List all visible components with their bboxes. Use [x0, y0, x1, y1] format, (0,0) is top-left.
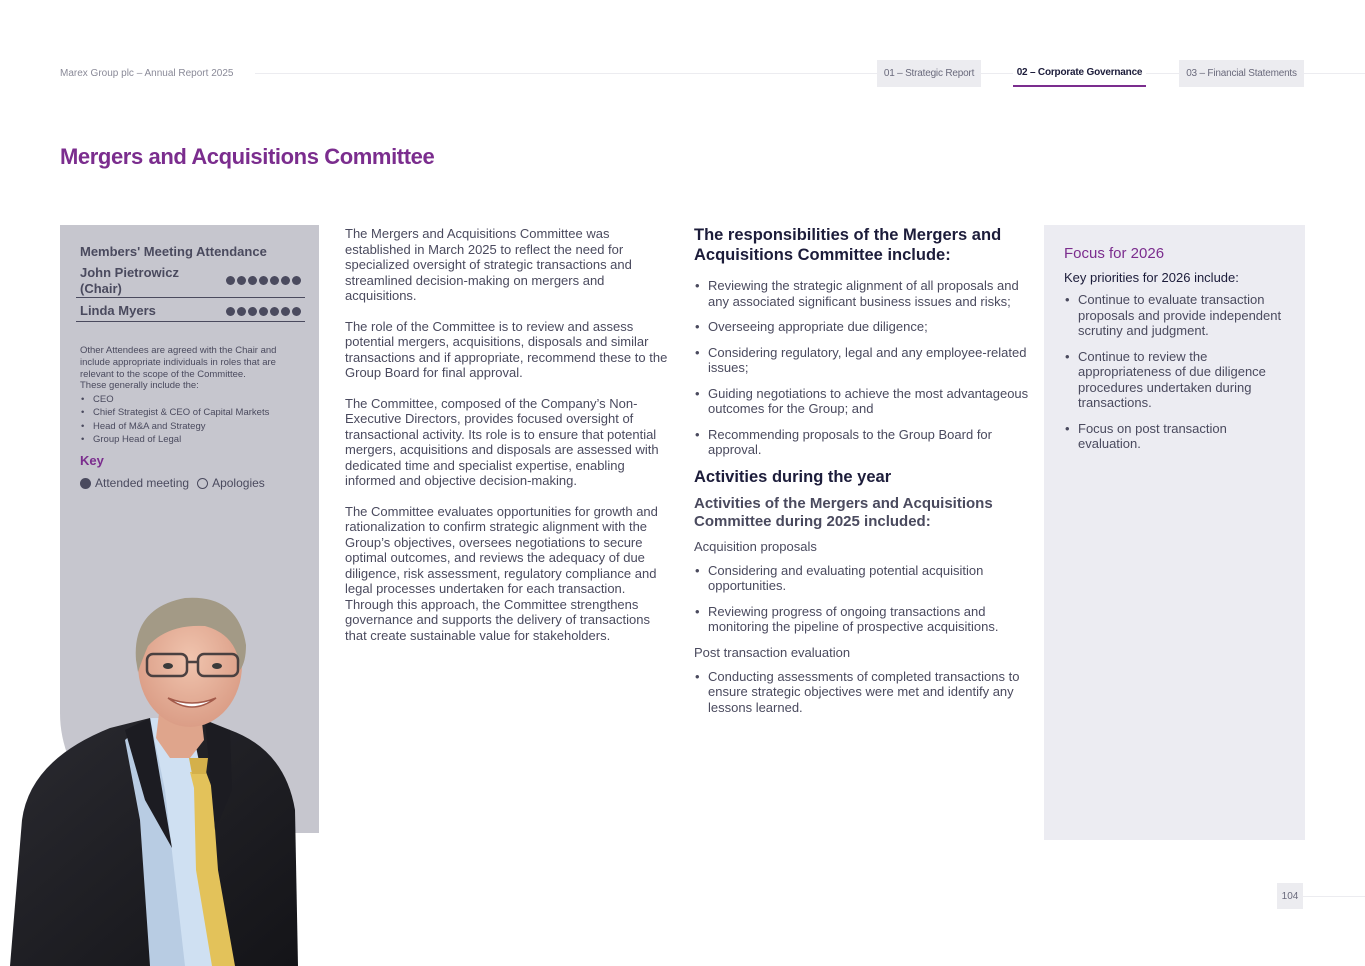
attendance-dots: [226, 307, 301, 316]
focus-list: [1064, 292, 1285, 452]
list-item: • Head of M&A and Strategy: [80, 420, 305, 433]
attendees-list: [80, 393, 305, 446]
post-transaction-heading: Post transaction evaluation: [694, 644, 851, 660]
paragraph: The Committee, composed of the Company’s Non-Executive Directors, provides focused oversight of transactional activity. Its role is to ensure that potential mergers, acquisitions and disposals are assessed with dedicated time and specialist expertise, enabling informed and objective decision-making.: [345, 395, 659, 488]
paragraph: The Mergers and Acquisitions Committee was established in March 2025 to reflect the need for specialized oversight of strategic transactions and streamlined decision-making on mergers and acquisitions.: [345, 226, 632, 303]
list-item: • Focus on post transaction evaluation.: [1064, 421, 1285, 452]
attended-dot-icon: [237, 276, 246, 285]
filled-circle-icon: [80, 478, 91, 489]
attended-dot-icon: [237, 307, 246, 316]
attendees-note-sub: These generally include the:: [80, 380, 199, 392]
member-row: [76, 301, 305, 322]
paragraph: The Committee evaluates opportunities for growth and rationalization to confirm strategic alignment with the Group’s objectives, oversees negotiations to secure optimal outcomes, and reviews the adequacy of due diligence, risk assessment, regulatory compliance and legal processes undertaken for each transaction. Through this approach, the Committee strengthens governance and supports the delivery of transactions that create sustainable value for stakeholders.: [345, 503, 658, 643]
tab-strategic-report[interactable]: 01 – Strategic Report: [877, 60, 981, 87]
chair-portrait: [0, 590, 320, 966]
attendance-dots: [226, 276, 301, 285]
member-name: John Pietrowicz (Chair): [80, 264, 179, 296]
responsibilities-heading: The responsibilities of the Mergers and Acquisitions Committee include:: [694, 226, 1002, 264]
list-item: • Recommending proposals to the Group Board for approval.: [694, 427, 1029, 458]
list-item: • Reviewing progress of ongoing transactions and monitoring the pipeline of prospective acquisitions.: [694, 604, 1029, 635]
attended-dot-icon: [226, 307, 235, 316]
focus-subtitle: Key priorities for 2026 include:: [1064, 270, 1239, 285]
attendance-heading: Members' Meeting Attendance: [80, 244, 267, 259]
list-item: • Considering regulatory, legal and any employee-related issues;: [694, 345, 1029, 376]
acquisition-list: [694, 563, 1029, 635]
legend-apologies: Apologies: [212, 476, 265, 490]
list-item: • Chief Strategist & CEO of Capital Markets: [80, 406, 305, 419]
legend-attended: Attended meeting: [95, 476, 190, 490]
tab-corporate-governance[interactable]: 02 – Corporate Governance: [1013, 60, 1146, 87]
report-title: Marex Group plc – Annual Report 2025: [60, 68, 241, 79]
list-item: • Continue to evaluate transaction proposals and provide independent scrutiny and judgment.: [1064, 292, 1285, 339]
focus-title: Focus for 2026: [1064, 245, 1165, 262]
footer-divider: [1303, 896, 1365, 897]
member-row: [76, 264, 305, 298]
list-item: • Continue to review the appropriateness of due diligence procedures undertaken during transactions.: [1064, 349, 1285, 411]
attended-dot-icon: [248, 307, 257, 316]
open-circle-icon: [197, 478, 208, 489]
list-item: • Guiding negotiations to achieve the most advantageous outcomes for the Group; and: [694, 386, 1029, 417]
attended-dot-icon: [226, 276, 235, 285]
member-name: Linda Myers: [80, 303, 156, 318]
focus-panel: [1044, 225, 1305, 840]
responsibilities-list: [694, 278, 1029, 458]
intro-text: [345, 226, 673, 658]
responsibilities-section: [694, 226, 1029, 725]
attendees-note-text: Other Attendees are agreed with the Chair and include appropriate individuals in roles that are relevant to the scope of the Committee.: [80, 345, 277, 380]
acquisition-proposals-heading: Acquisition proposals: [694, 538, 817, 554]
list-item: • Overseeing appropriate due diligence;: [694, 319, 1029, 335]
activities-heading: Activities during the year: [694, 467, 892, 486]
attended-dot-icon: [270, 307, 279, 316]
attendees-note: [80, 345, 305, 446]
list-item: • Conducting assessments of completed transactions to ensure strategic objectives were met and identify any lessons learned.: [694, 669, 1029, 716]
attended-dot-icon: [281, 307, 290, 316]
attended-dot-icon: [292, 276, 301, 285]
attended-dot-icon: [259, 307, 268, 316]
activities-subheading: Activities of the Mergers and Acquisitions Committee during 2025 included:: [694, 494, 993, 530]
key-label: Key: [80, 453, 104, 468]
attended-dot-icon: [270, 276, 279, 285]
list-item: • Group Head of Legal: [80, 433, 305, 446]
legend: [80, 476, 265, 490]
attended-dot-icon: [248, 276, 257, 285]
page-title: Mergers and Acquisitions Committee: [60, 144, 435, 169]
post-transaction-list: [694, 669, 1029, 716]
list-item: • Reviewing the strategic alignment of all proposals and any associated significant business issues and risks;: [694, 278, 1029, 309]
page-number: 104: [1277, 883, 1303, 909]
paragraph: The role of the Committee is to review and assess potential mergers, acquisitions, disposals and similar transactions and if appropriate, recommend these to the Group Board for final approval.: [345, 318, 668, 380]
list-item: • Considering and evaluating potential acquisition opportunities.: [694, 563, 1029, 594]
list-item: • CEO: [80, 393, 305, 406]
tab-financial-statements[interactable]: 03 – Financial Statements: [1179, 60, 1304, 87]
attended-dot-icon: [292, 307, 301, 316]
attended-dot-icon: [259, 276, 268, 285]
attended-dot-icon: [281, 276, 290, 285]
